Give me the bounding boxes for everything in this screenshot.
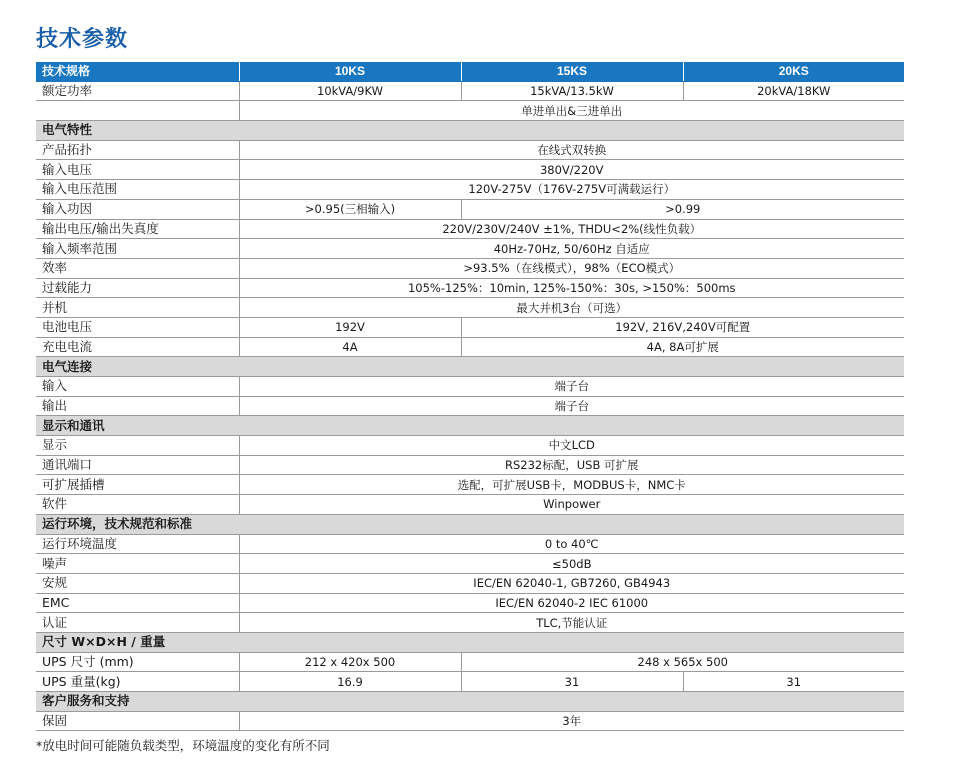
table-row	[36, 593, 904, 613]
row-value: 212 x 420x 500	[239, 652, 461, 672]
table-row	[36, 377, 904, 397]
table-row	[36, 455, 904, 475]
header-cell-20ks: 20KS	[683, 62, 904, 81]
row-value: 单进单出&三进单出	[239, 101, 904, 121]
row-value: 10kVA/9KW	[239, 81, 461, 101]
page-title: 技术参数	[36, 27, 129, 52]
section-heading: 运行环境，技术规范和标准	[36, 514, 904, 534]
header-cell-spec: 技术规格	[36, 62, 239, 81]
table-row	[36, 317, 904, 337]
row-label: 运行环境温度	[36, 534, 239, 554]
table-row	[36, 81, 904, 101]
row-value: 16.9	[239, 672, 461, 692]
table-row	[36, 140, 904, 160]
row-label: UPS 尺寸 (mm)	[36, 652, 239, 672]
table-row	[36, 573, 904, 593]
row-value: 192V, 216V,240V可配置	[461, 317, 904, 337]
section-row	[36, 416, 904, 436]
table-row	[36, 199, 904, 219]
row-value: RS232标配，USB 可扩展	[239, 455, 904, 475]
row-value: IEC/EN 62040-1, GB7260, GB4943	[239, 573, 904, 593]
row-label: 通讯端口	[36, 455, 239, 475]
row-label: UPS 重量(kg)	[36, 672, 239, 692]
header-cell-10ks: 10KS	[239, 62, 461, 81]
spec-table-body	[36, 81, 904, 731]
section-heading: 电气连接	[36, 357, 904, 377]
row-label: 输入电压	[36, 160, 239, 180]
row-value: 在线式双转换	[239, 140, 904, 160]
row-label: 并机	[36, 298, 239, 318]
table-row	[36, 652, 904, 672]
row-value: 最大并机3台（可选）	[239, 298, 904, 318]
row-label: 显示	[36, 436, 239, 456]
table-row	[36, 554, 904, 574]
section-heading: 显示和通讯	[36, 416, 904, 436]
row-label: 输入频率范围	[36, 239, 239, 259]
row-label: 额定功率	[36, 81, 239, 101]
row-label: EMC	[36, 593, 239, 613]
table-header-row	[36, 62, 904, 81]
table-row	[36, 101, 904, 121]
table-row	[36, 495, 904, 515]
row-value: 0 to 40℃	[239, 534, 904, 554]
table-row	[36, 534, 904, 554]
header-cell-15ks: 15KS	[461, 62, 683, 81]
table-row	[36, 613, 904, 633]
row-label: 输出电压/输出失真度	[36, 219, 239, 239]
row-value: 220V/230V/240V ±1%, THDU<2%(线性负载）	[239, 219, 904, 239]
row-value: 4A, 8A可扩展	[461, 337, 904, 357]
row-value: TLC,节能认证	[239, 613, 904, 633]
row-value: >0.95(三相输入)	[239, 199, 461, 219]
section-row	[36, 121, 904, 141]
row-label: 可扩展插槽	[36, 475, 239, 495]
row-label: 软件	[36, 495, 239, 515]
row-value: 105%-125%：10min, 125%-150%：30s, >150%：500ms	[239, 278, 904, 298]
section-heading: 电气特性	[36, 121, 904, 141]
row-value: 20kVA/18KW	[683, 81, 904, 101]
footnote: *放电时间可能随负载类型，环境温度的变化有所不同	[36, 738, 330, 753]
table-row	[36, 337, 904, 357]
row-value: 4A	[239, 337, 461, 357]
row-label: 输出	[36, 396, 239, 416]
section-heading: 尺寸 W×D×H / 重量	[36, 632, 904, 652]
section-row	[36, 514, 904, 534]
table-row	[36, 475, 904, 495]
row-label: 输入	[36, 377, 239, 397]
row-value: ≤50dB	[239, 554, 904, 574]
spec-table	[36, 62, 904, 731]
table-row	[36, 436, 904, 456]
section-row	[36, 632, 904, 652]
row-value: >93.5%（在线模式），98%（ECO模式）	[239, 258, 904, 278]
table-row	[36, 672, 904, 692]
row-label	[36, 101, 239, 121]
row-value: 248 x 565x 500	[461, 652, 904, 672]
row-value: 中文LCD	[239, 436, 904, 456]
row-value: >0.99	[461, 199, 904, 219]
row-value: Winpower	[239, 495, 904, 515]
row-value: 120V-275V（176V-275V可满载运行）	[239, 180, 904, 200]
table-row	[36, 180, 904, 200]
row-label: 充电电流	[36, 337, 239, 357]
section-heading: 客户服务和支持	[36, 692, 904, 712]
table-row	[36, 160, 904, 180]
section-row	[36, 357, 904, 377]
row-label: 噪声	[36, 554, 239, 574]
section-row	[36, 692, 904, 712]
row-value: 端子台	[239, 396, 904, 416]
row-value: 380V/220V	[239, 160, 904, 180]
row-label: 产品拓扑	[36, 140, 239, 160]
row-label: 电池电压	[36, 317, 239, 337]
table-row	[36, 239, 904, 259]
row-value: 选配，可扩展USB卡，MODBUS卡，NMC卡	[239, 475, 904, 495]
row-value: 192V	[239, 317, 461, 337]
row-value: 3年	[239, 711, 904, 731]
row-value: 31	[461, 672, 683, 692]
row-value: 31	[683, 672, 904, 692]
row-label: 认证	[36, 613, 239, 633]
row-value: IEC/EN 62040-2 IEC 61000	[239, 593, 904, 613]
table-row	[36, 298, 904, 318]
row-value: 15kVA/13.5kW	[461, 81, 683, 101]
table-row	[36, 258, 904, 278]
table-row	[36, 711, 904, 731]
row-label: 输入功因	[36, 199, 239, 219]
row-label: 效率	[36, 258, 239, 278]
table-row	[36, 278, 904, 298]
row-label: 保固	[36, 711, 239, 731]
row-label: 输入电压范围	[36, 180, 239, 200]
table-row	[36, 219, 904, 239]
row-value: 端子台	[239, 377, 904, 397]
row-label: 过载能力	[36, 278, 239, 298]
table-row	[36, 396, 904, 416]
row-label: 安规	[36, 573, 239, 593]
row-value: 40Hz-70Hz, 50/60Hz 自适应	[239, 239, 904, 259]
